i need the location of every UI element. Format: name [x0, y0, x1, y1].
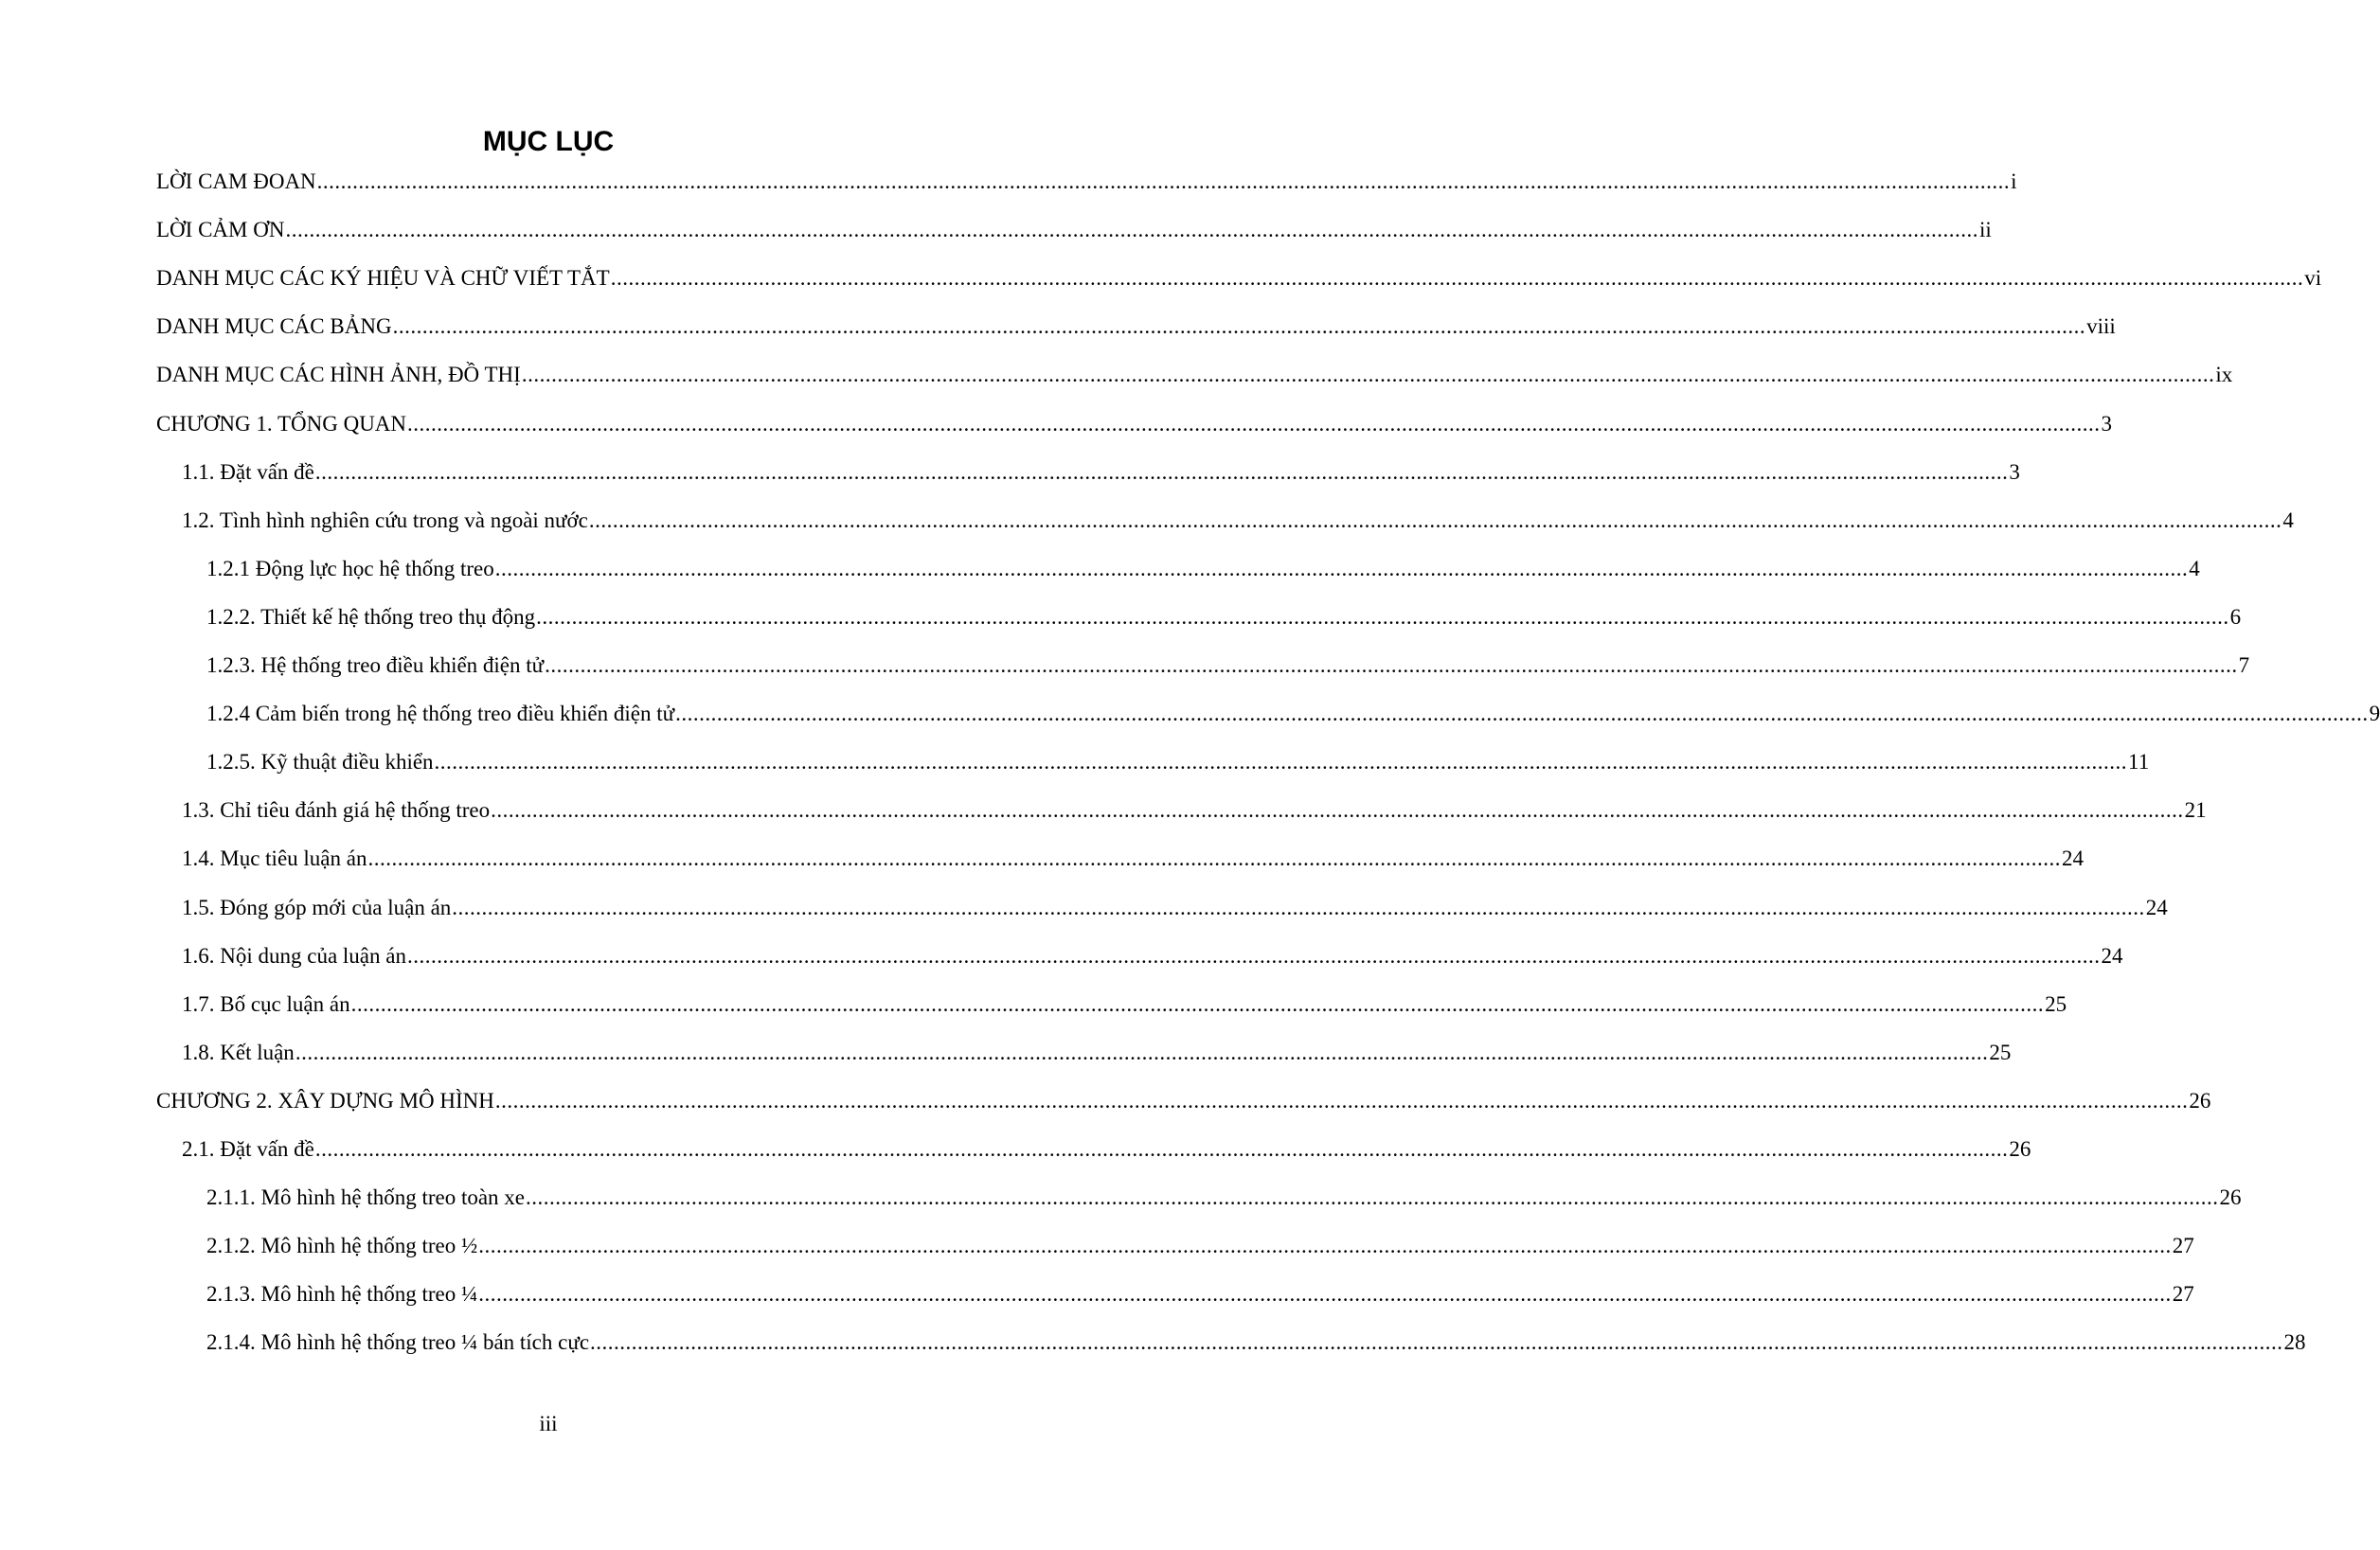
- toc-entry-label: CHƯƠNG 1. TỔNG QUAN: [156, 411, 407, 436]
- toc-leader-dots: ..............................................................................................................................................................................................................................................................................................: [478, 1282, 2172, 1307]
- toc-entry[interactable]: [182, 980, 2067, 1018]
- toc-entry[interactable]: [206, 689, 2380, 727]
- toc-entry-page: 3: [2101, 411, 2113, 436]
- toc-entry[interactable]: [206, 1173, 2242, 1211]
- toc-leader-dots: ..............................................................................................................................................................................................................................................................................................: [494, 556, 2189, 580]
- toc-leader-dots: ..............................................................................................................................................................................................................................................................................................: [350, 991, 2045, 1016]
- toc-entry-page: 26: [2189, 1088, 2211, 1113]
- toc-entry[interactable]: [156, 400, 2113, 437]
- toc-entry-page: 4: [2189, 556, 2200, 580]
- toc-entry-page: 9: [2369, 702, 2380, 726]
- toc-entry[interactable]: [206, 1318, 2306, 1356]
- toc-entry[interactable]: [206, 738, 2150, 775]
- toc-entry[interactable]: [182, 834, 2084, 872]
- toc-entry-page: viii: [2086, 314, 2116, 339]
- toc-entry-label: LỜI CẢM ƠN: [156, 218, 285, 242]
- toc-leader-dots: ..............................................................................................................................................................................................................................................................................................: [314, 459, 2009, 484]
- toc-entry-page: 24: [2101, 943, 2123, 968]
- toc-entry-label: LỜI CAM ĐOAN: [156, 169, 316, 193]
- toc-leader-dots: ..............................................................................................................................................................................................................................................................................................: [610, 266, 2304, 291]
- toc-leader-dots: ..............................................................................................................................................................................................................................................................................................: [526, 1185, 2219, 1210]
- toc-entry-page: vi: [2304, 266, 2322, 291]
- toc-entry-label: 2.1.1. Mô hình hệ thống treo toàn xe: [206, 1185, 526, 1210]
- page-number: iii: [539, 1412, 558, 1435]
- toc-entry-label: 1.2.2. Thiết kế hệ thống treo thụ động: [206, 604, 536, 629]
- toc-leader-dots: ..............................................................................................................................................................................................................................................................................................: [295, 1040, 1989, 1064]
- toc-leader-dots: ..............................................................................................................................................................................................................................................................................................: [367, 846, 2061, 871]
- toc-entry-page: 6: [2229, 604, 2242, 629]
- toc-entry-label: CHƯƠNG 2. XÂY DỰNG MÔ HÌNH: [156, 1088, 494, 1113]
- toc-entry-page: 7: [2238, 653, 2250, 677]
- toc-entry[interactable]: [182, 496, 2294, 534]
- toc-entry-label: 1.5. Đóng góp mới của luận án: [182, 895, 452, 919]
- toc-leader-dots: ..............................................................................................................................................................................................................................................................................................: [521, 363, 2215, 387]
- toc-entry[interactable]: [156, 254, 2322, 292]
- toc-entry[interactable]: [182, 1028, 2012, 1066]
- toc-entry-page: 25: [1989, 1040, 2012, 1064]
- toc-entry-label: 1.1. Đặt vấn đề: [182, 459, 314, 484]
- toc-entry[interactable]: [206, 544, 2200, 582]
- toc-entry[interactable]: [156, 205, 1992, 243]
- toc-entry-page: 26: [2009, 1137, 2031, 1161]
- toc-leader-dots: ..............................................................................................................................................................................................................................................................................................: [406, 943, 2101, 968]
- toc-entry-page: 11: [2128, 750, 2150, 775]
- page-title: MỤC LỤC: [482, 126, 615, 157]
- toc-entry[interactable]: [182, 448, 2020, 486]
- toc-entry[interactable]: [156, 157, 2017, 195]
- toc-entry[interactable]: [206, 1270, 2194, 1308]
- toc-entry-label: 2.1.3. Mô hình hệ thống treo ¼: [206, 1282, 478, 1307]
- toc-entry-label: 1.2.1 Động lực học hệ thống treo: [206, 556, 494, 580]
- toc-entry-page: 26: [2219, 1185, 2242, 1210]
- toc-entry-page: ix: [2215, 363, 2233, 387]
- toc-entry-label: 1.2. Tình hình nghiên cứu trong và ngoài nước: [182, 508, 588, 532]
- toc-leader-dots: ..............................................................................................................................................................................................................................................................................................: [478, 1234, 2172, 1258]
- toc-leader-dots: ..............................................................................................................................................................................................................................................................................................: [675, 702, 2369, 726]
- toc-entry-label: 1.3. Chỉ tiêu đánh giá hệ thống treo: [182, 798, 491, 823]
- toc-entry-label: DANH MỤC CÁC BẢNG: [156, 314, 392, 339]
- toc-leader-dots: ..............................................................................................................................................................................................................................................................................................: [316, 169, 2011, 193]
- toc-leader-dots: ..............................................................................................................................................................................................................................................................................................: [407, 411, 2101, 436]
- toc-leader-dots: ..............................................................................................................................................................................................................................................................................................: [590, 1330, 2283, 1355]
- toc-entry-page: 25: [2045, 991, 2067, 1016]
- toc-entry[interactable]: [206, 593, 2242, 631]
- toc-leader-dots: ..............................................................................................................................................................................................................................................................................................: [491, 798, 2184, 823]
- toc-entry[interactable]: [206, 1221, 2194, 1259]
- toc-leader-dots: ..............................................................................................................................................................................................................................................................................................: [434, 750, 2128, 775]
- toc-entry-page: ii: [1978, 218, 1992, 242]
- toc-leader-dots: ..............................................................................................................................................................................................................................................................................................: [588, 508, 2282, 532]
- toc-entry-page: 27: [2172, 1282, 2194, 1307]
- toc-entry[interactable]: [182, 883, 2168, 921]
- toc-entry-page: 4: [2282, 508, 2294, 532]
- toc-entry-label: 1.2.5. Kỹ thuật điều khiển: [206, 750, 434, 775]
- toc-entry[interactable]: [182, 786, 2207, 824]
- toc-leader-dots: ..............................................................................................................................................................................................................................................................................................: [494, 1088, 2189, 1113]
- toc-entry[interactable]: [182, 932, 2123, 970]
- toc-entry[interactable]: [156, 1077, 2211, 1114]
- toc-leader-dots: ..............................................................................................................................................................................................................................................................................................: [545, 653, 2238, 677]
- toc-leader-dots: ..............................................................................................................................................................................................................................................................................................: [285, 218, 1978, 242]
- toc-entry-label: 1.7. Bố cục luận án: [182, 991, 350, 1016]
- toc-entry[interactable]: [156, 350, 2233, 388]
- toc-entry-page: 27: [2172, 1234, 2194, 1258]
- toc-entry-page: 3: [2009, 459, 2020, 484]
- toc-entry[interactable]: [182, 1125, 2031, 1163]
- toc-entry-label: 1.4. Mục tiêu luận án: [182, 846, 367, 871]
- toc-entry-label: 2.1. Đặt vấn đề: [182, 1137, 314, 1161]
- toc-entry-page: 24: [2061, 846, 2084, 871]
- toc-entry-page: 28: [2283, 1330, 2306, 1355]
- toc-leader-dots: ..............................................................................................................................................................................................................................................................................................: [392, 314, 2086, 339]
- toc-leader-dots: ..............................................................................................................................................................................................................................................................................................: [314, 1137, 2009, 1161]
- toc-entry-label: 1.8. Kết luận: [182, 1040, 295, 1064]
- toc-entry-label: 1.2.3. Hệ thống treo điều khiển điện tử: [206, 653, 545, 677]
- toc-entry-label: 1.6. Nội dung của luận án: [182, 943, 406, 968]
- toc-entry-label: DANH MỤC CÁC KÝ HIỆU VÀ CHỮ VIẾT TẮT: [156, 266, 610, 291]
- toc-entry[interactable]: [206, 641, 2250, 679]
- toc-entry-label: 1.2.4 Cảm biến trong hệ thống treo điều khiển điện tử: [206, 702, 675, 726]
- toc-entry-page: 21: [2184, 798, 2207, 823]
- toc-entry[interactable]: [156, 302, 2116, 340]
- toc-entry-page: i: [2011, 169, 2017, 193]
- toc-entry-label: DANH MỤC CÁC HÌNH ẢNH, ĐỒ THỊ: [156, 363, 521, 387]
- toc-entry-label: 2.1.2. Mô hình hệ thống treo ½: [206, 1234, 478, 1258]
- toc-leader-dots: ..............................................................................................................................................................................................................................................................................................: [452, 895, 2145, 919]
- toc-entry-page: 24: [2145, 895, 2168, 919]
- toc-leader-dots: ..............................................................................................................................................................................................................................................................................................: [536, 604, 2229, 629]
- toc-entry-label: 2.1.4. Mô hình hệ thống treo ¼ bán tích cực: [206, 1330, 590, 1355]
